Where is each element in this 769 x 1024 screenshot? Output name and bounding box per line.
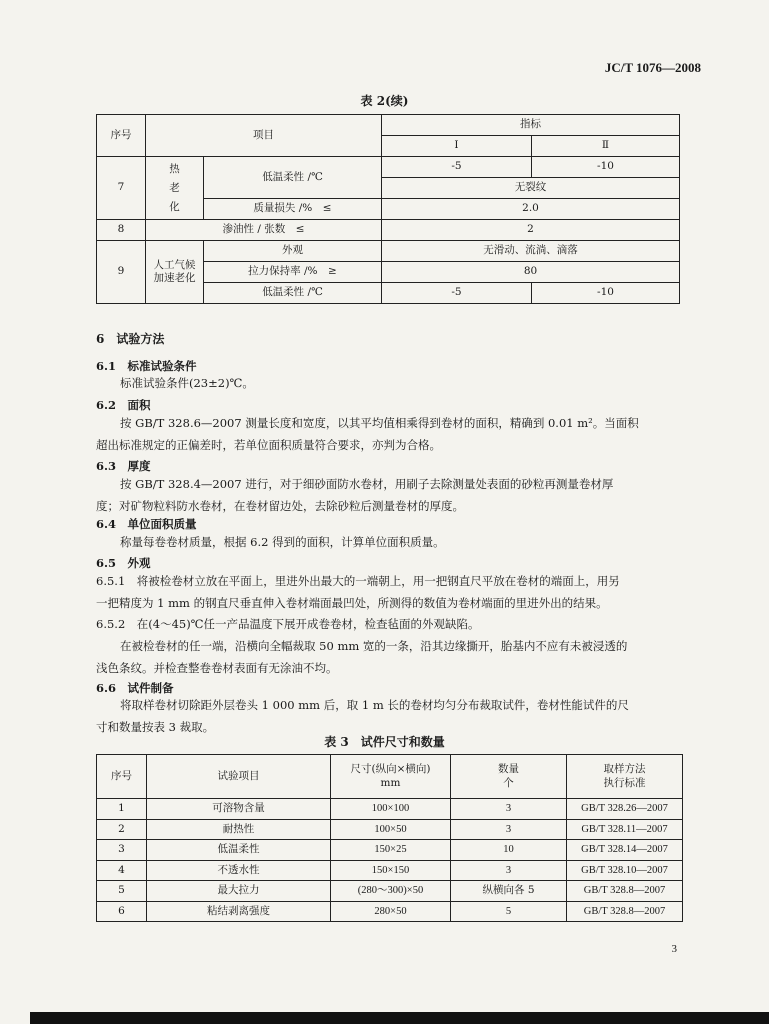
table-row <box>97 901 683 922</box>
t2-r7-group-3: 化 <box>169 200 180 213</box>
table-2-continued <box>96 114 680 304</box>
table3-caption: 表 3 试件尺寸和数量 <box>324 735 445 749</box>
t3-head-qty-unit: 个 <box>503 776 514 789</box>
t3-cell-std: GB/T 328.14—2007 <box>567 840 683 861</box>
t2-head-index: 指标 <box>382 115 680 136</box>
section-6-6-title: 6.6 试件制备 <box>96 681 174 695</box>
section-6-2-line-2: 超出标准规定的正偏差时，若单位面积质量符合要求，亦判为合格。 <box>96 438 441 452</box>
section-6-6-line-2: 寸和数量按表 3 裁取。 <box>96 720 215 734</box>
t2-head-item: 项目 <box>146 115 382 157</box>
t3-head-size-unit: mm <box>380 776 401 789</box>
t2-r7-group-1: 热 <box>169 162 180 175</box>
t2-r7-massloss-item: 质量损失 /% ≤ <box>204 199 382 220</box>
t2-r9-appearance-item: 外观 <box>204 241 382 262</box>
t2-r7-lowtemp-item: 低温柔性 /℃ <box>204 157 382 199</box>
t3-cell-std: GB/T 328.11—2007 <box>567 819 683 840</box>
section-6-5-1-line-2: 一把精度为 1 mm 的钢直尺垂直伸入卷材端面最凹处，所测得的数值为卷材端面的里进外出的结果。 <box>96 596 608 610</box>
t2-r7-massloss-value: 2.0 <box>382 199 680 220</box>
t3-cell-seq: 2 <box>97 819 147 840</box>
t3-head-qty-label: 数量 <box>498 763 519 776</box>
t2-r9-group <box>146 241 204 304</box>
page-number: 3 <box>671 943 677 955</box>
section-6-3-title: 6.3 厚度 <box>96 459 151 473</box>
section-6-5-2-text: 6.5.2 在(4～45)℃任一产品温度下展开成卷卷材，检查毡面的外观缺陷。 <box>96 617 480 631</box>
t3-cell-item: 最大拉力 <box>147 881 331 902</box>
section-6-1-text: 标准试验条件(23±2)℃。 <box>120 376 254 390</box>
t3-head-size-label: 尺寸(纵向×横向) <box>350 763 431 776</box>
t3-cell-size: 100×50 <box>331 819 451 840</box>
t3-cell-size: 100×100 <box>331 799 451 820</box>
t3-cell-item: 粘结剥离强度 <box>147 901 331 922</box>
scan-edge-bar <box>30 1012 769 1024</box>
t3-cell-seq: 6 <box>97 901 147 922</box>
t3-cell-size: 150×150 <box>331 860 451 881</box>
section-6-3-line-1: 按 GB/T 328.4—2007 进行，对于细砂面防水卷材，用刷子去除测量处表面的砂粒再测量卷材厚 <box>120 477 614 491</box>
t3-cell-qty: 3 <box>451 860 567 881</box>
section-6-2-line-1: 按 GB/T 328.6—2007 测量长度和宽度，以其平均值相乘得到卷材的面积，精确到 0.01 m²。当面积 <box>120 416 639 430</box>
t2-r9-lowtemp-item: 低温柔性 /℃ <box>204 283 382 304</box>
t2-r7-lowtemp-v2: -10 <box>532 157 680 178</box>
table-row <box>97 840 683 861</box>
t2-r8-item: 渗油性 / 张数 ≤ <box>146 220 382 241</box>
section-6-5-2-line-1: 在被检卷材的任一端，沿横向全幅裁取 50 mm 宽的一条，沿其边缘撕开，胎基内不应有未被浸透的 <box>120 639 628 653</box>
t2-r8-value: 2 <box>382 220 680 241</box>
t3-head-method-line-1: 取样方法 <box>603 763 646 776</box>
section-6-6-line-1: 将取样卷材切除距外层卷头 1 000 mm 后，取 1 m 长的卷材均匀分布裁取试件，卷材性能试件的尺 <box>120 698 629 712</box>
t2-r9-group-2: 加速老化 <box>153 272 196 284</box>
t3-cell-qty: 3 <box>451 819 567 840</box>
t2-r7-group-2: 老 <box>169 181 180 194</box>
t3-head-seq: 序号 <box>97 755 147 799</box>
t2-r9-tensile-item: 拉力保持率 /% ≥ <box>204 262 382 283</box>
section-6-1-title: 6.1 标准试验条件 <box>96 359 197 373</box>
t2-r7-group <box>146 157 204 220</box>
table-row <box>97 860 683 881</box>
t3-cell-size: 280×50 <box>331 901 451 922</box>
t3-cell-item: 低温柔性 <box>147 840 331 861</box>
t2-r9-lowtemp-v1: -5 <box>382 283 532 304</box>
section-6-4-title: 6.4 单位面积质量 <box>96 517 197 531</box>
t2-r9-seq: 9 <box>97 241 146 304</box>
t2-r7-seq: 7 <box>97 157 146 220</box>
t3-cell-item: 不透水性 <box>147 860 331 881</box>
t3-cell-seq: 5 <box>97 881 147 902</box>
t3-head-method-line-2: 执行标准 <box>603 776 646 789</box>
t2-head-grade2: Ⅱ <box>532 136 680 157</box>
t2-r9-tensile-value: 80 <box>382 262 680 283</box>
t3-cell-std: GB/T 328.26—2007 <box>567 799 683 820</box>
t2-r9-group-1: 人工气候 <box>153 258 196 271</box>
section-6-5-title: 6.5 外观 <box>96 556 151 570</box>
section-6-5-2-line-2: 浅色条纹。并检查整卷卷材表面有无涂油不均。 <box>96 661 338 675</box>
t3-cell-qty: 10 <box>451 840 567 861</box>
t2-r7-lowtemp-v1: -5 <box>382 157 532 178</box>
t3-cell-size: 150×25 <box>331 840 451 861</box>
t3-cell-std: GB/T 328.8—2007 <box>567 881 683 902</box>
t2-r8-seq: 8 <box>97 220 146 241</box>
t2-head-grade1: Ⅰ <box>382 136 532 157</box>
table-3 <box>96 754 683 922</box>
t2-r9-lowtemp-v2: -10 <box>532 283 680 304</box>
section-6-2-title: 6.2 面积 <box>96 398 151 412</box>
t3-cell-qty: 3 <box>451 799 567 820</box>
t3-cell-item: 耐热性 <box>147 819 331 840</box>
section-6-4-text: 称量每卷卷材质量，根据 6.2 得到的面积，计算单位面积质量。 <box>120 535 445 549</box>
t3-head-qty <box>451 755 567 799</box>
section-6-3-line-2: 度；对矿物粒料防水卷材，在卷材留边处，去除砂粒后测量卷材的厚度。 <box>96 499 464 513</box>
t3-head-item: 试验项目 <box>147 755 331 799</box>
t2-r9-appearance-value: 无滑动、流淌、滴落 <box>382 241 680 262</box>
t3-cell-std: GB/T 328.10—2007 <box>567 860 683 881</box>
t2-head-seq: 序号 <box>97 115 146 157</box>
t3-cell-std: GB/T 328.8—2007 <box>567 901 683 922</box>
t3-cell-item: 可溶物含量 <box>147 799 331 820</box>
table-row <box>97 799 683 820</box>
t3-cell-seq: 4 <box>97 860 147 881</box>
t2-r7-lowtemp-note: 无裂纹 <box>382 178 680 199</box>
table-row <box>97 819 683 840</box>
t3-cell-size: (280～300)×50 <box>331 881 451 902</box>
standard-code: JC/T 1076—2008 <box>604 60 701 75</box>
t3-cell-qty: 纵横向各 5 <box>451 881 567 902</box>
t3-cell-seq: 1 <box>97 799 147 820</box>
table-row <box>97 881 683 902</box>
table2-caption: 表 2(续) <box>360 94 409 108</box>
t3-head-size <box>331 755 451 799</box>
t3-cell-seq: 3 <box>97 840 147 861</box>
section-6-5-1-line-1: 6.5.1 将被检卷材立放在平面上，里进外出最大的一端朝上，用一把钢直尺平放在卷材的端面上，用另 <box>96 574 620 588</box>
t3-cell-qty: 5 <box>451 901 567 922</box>
section-6-title: 6 试验方法 <box>96 332 165 346</box>
t3-head-method <box>567 755 683 799</box>
